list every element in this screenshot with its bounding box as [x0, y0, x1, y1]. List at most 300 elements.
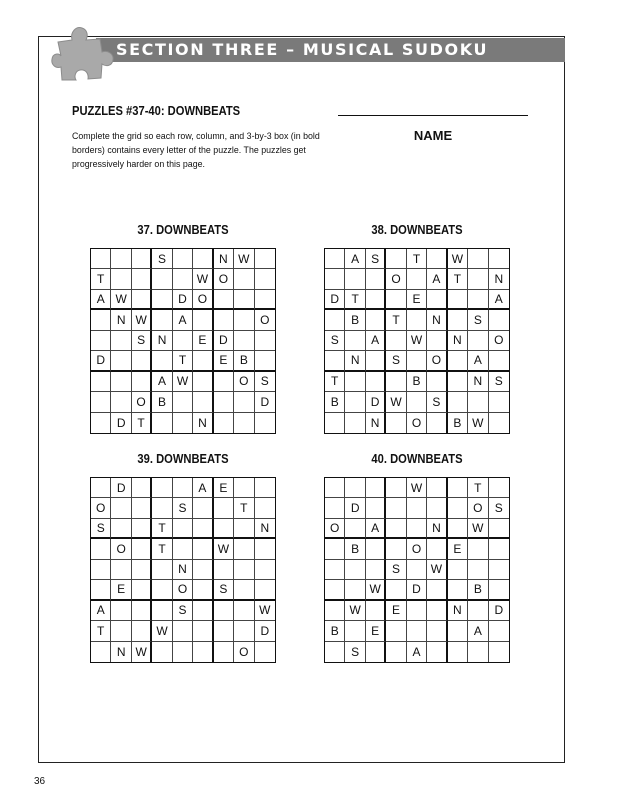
- grid-cell: D: [255, 392, 275, 412]
- grid-cell[interactable]: [91, 478, 111, 498]
- grid-cell: W: [255, 601, 275, 621]
- grid-cell: S: [173, 498, 193, 518]
- grid-cell: O: [427, 351, 447, 371]
- grid-cell: W: [366, 580, 386, 600]
- grid-cell: N: [111, 310, 131, 330]
- grid-cell[interactable]: [255, 290, 275, 310]
- grid-cell: W: [386, 392, 406, 412]
- grid-cell: A: [193, 478, 213, 498]
- grid-cell: T: [325, 372, 345, 392]
- grid-cell[interactable]: [152, 310, 172, 330]
- grid-cell[interactable]: [132, 539, 152, 559]
- grid-cell[interactable]: [152, 290, 172, 310]
- grid-cell: D: [345, 498, 365, 518]
- grid-cell[interactable]: [214, 310, 234, 330]
- grid-cell[interactable]: [325, 601, 345, 621]
- grid-cell[interactable]: [111, 351, 131, 371]
- grid-cell[interactable]: [427, 642, 447, 662]
- grid-cell[interactable]: [489, 310, 509, 330]
- grid-cell: S: [427, 392, 447, 412]
- grid-cell[interactable]: [489, 519, 509, 539]
- grid-cell[interactable]: [468, 392, 488, 412]
- grid-cell: T: [386, 310, 406, 330]
- grid-cell[interactable]: [448, 372, 468, 392]
- grid-cell: T: [407, 249, 427, 269]
- grid-cell[interactable]: [325, 498, 345, 518]
- puzzle-40-title: 40. DOWNBEATS: [371, 451, 463, 466]
- grid-cell[interactable]: [152, 642, 172, 662]
- grid-cell[interactable]: [386, 519, 406, 539]
- grid-cell: T: [132, 413, 152, 433]
- grid-cell[interactable]: [489, 413, 509, 433]
- grid-cell[interactable]: [386, 290, 406, 310]
- grid-cell[interactable]: [91, 539, 111, 559]
- grid-cell: T: [91, 621, 111, 641]
- grid-cell[interactable]: [255, 351, 275, 371]
- grid-cell: O: [173, 580, 193, 600]
- grid-cell[interactable]: [234, 310, 254, 330]
- grid-cell[interactable]: [366, 642, 386, 662]
- grid-cell[interactable]: [489, 560, 509, 580]
- grid-cell: N: [111, 642, 131, 662]
- grid-cell[interactable]: [214, 560, 234, 580]
- grid-cell[interactable]: [234, 392, 254, 412]
- grid-cell[interactable]: [234, 560, 254, 580]
- grid-cell[interactable]: [173, 392, 193, 412]
- grid-cell[interactable]: [193, 560, 213, 580]
- grid-cell[interactable]: [427, 413, 447, 433]
- grid-cell: N: [173, 560, 193, 580]
- grid-cell[interactable]: [325, 413, 345, 433]
- grid-cell[interactable]: [345, 413, 365, 433]
- grid-cell[interactable]: [448, 392, 468, 412]
- grid-cell[interactable]: [407, 351, 427, 371]
- grid-cell[interactable]: [386, 249, 406, 269]
- grid-cell[interactable]: [386, 539, 406, 559]
- grid-cell: O: [407, 413, 427, 433]
- grid-cell[interactable]: [255, 478, 275, 498]
- grid-cell[interactable]: [132, 290, 152, 310]
- grid-cell[interactable]: [91, 580, 111, 600]
- puzzle-37-grid: [90, 248, 276, 434]
- grid-cell[interactable]: [325, 539, 345, 559]
- grid-cell: A: [173, 310, 193, 330]
- grid-cell[interactable]: [386, 478, 406, 498]
- grid-cell: W: [407, 478, 427, 498]
- grid-cell: W: [448, 249, 468, 269]
- grid-cell[interactable]: [345, 478, 365, 498]
- grid-cell[interactable]: [132, 580, 152, 600]
- grid-cell[interactable]: [448, 351, 468, 371]
- grid-cell[interactable]: [345, 331, 365, 351]
- name-label: NAME: [413, 128, 453, 143]
- grid-cell: O: [91, 498, 111, 518]
- grid-cell[interactable]: [132, 498, 152, 518]
- grid-cell[interactable]: [173, 478, 193, 498]
- grid-cell: W: [193, 269, 213, 289]
- grid-cell[interactable]: [91, 392, 111, 412]
- instructions-text: Complete the grid so each row, column, and 3-by-3 box (in bold borders) contains every letter of the puzzle. The puzzles get progressively harder on this page.: [72, 131, 320, 170]
- grid-cell[interactable]: [448, 560, 468, 580]
- grid-cell[interactable]: [173, 642, 193, 662]
- grid-cell[interactable]: [91, 642, 111, 662]
- grid-cell[interactable]: [91, 372, 111, 392]
- grid-cell: O: [193, 290, 213, 310]
- grid-cell[interactable]: [366, 290, 386, 310]
- grid-cell: B: [468, 580, 488, 600]
- grid-cell[interactable]: [255, 249, 275, 269]
- grid-cell[interactable]: [448, 498, 468, 518]
- grid-cell[interactable]: [366, 310, 386, 330]
- grid-cell: D: [255, 621, 275, 641]
- grid-cell: B: [345, 310, 365, 330]
- grid-cell[interactable]: [468, 601, 488, 621]
- grid-cell: A: [345, 249, 365, 269]
- grid-cell[interactable]: [345, 392, 365, 412]
- grid-cell: O: [255, 310, 275, 330]
- grid-cell: A: [468, 351, 488, 371]
- grid-cell: W: [132, 310, 152, 330]
- grid-cell[interactable]: [407, 621, 427, 641]
- grid-cell[interactable]: [366, 539, 386, 559]
- grid-cell[interactable]: [448, 642, 468, 662]
- grid-cell[interactable]: [448, 478, 468, 498]
- grid-cell[interactable]: [427, 478, 447, 498]
- grid-cell[interactable]: [386, 621, 406, 641]
- grid-cell[interactable]: [468, 249, 488, 269]
- grid-cell[interactable]: [152, 478, 172, 498]
- grid-cell: S: [255, 372, 275, 392]
- grid-cell[interactable]: [255, 269, 275, 289]
- grid-cell[interactable]: [325, 310, 345, 330]
- grid-cell: S: [91, 519, 111, 539]
- grid-cell[interactable]: [386, 498, 406, 518]
- grid-cell: W: [345, 601, 365, 621]
- grid-cell: N: [345, 351, 365, 371]
- grid-cell[interactable]: [193, 519, 213, 539]
- grid-cell[interactable]: [255, 560, 275, 580]
- grid-cell[interactable]: [132, 560, 152, 580]
- grid-cell[interactable]: [427, 601, 447, 621]
- grid-cell[interactable]: [193, 642, 213, 662]
- grid-cell[interactable]: [234, 601, 254, 621]
- grid-cell[interactable]: [407, 560, 427, 580]
- grid-cell: W: [111, 290, 131, 310]
- grid-cell[interactable]: [173, 331, 193, 351]
- name-line[interactable]: [338, 115, 528, 116]
- grid-cell: O: [407, 539, 427, 559]
- grid-cell[interactable]: [214, 642, 234, 662]
- grid-cell[interactable]: [214, 519, 234, 539]
- grid-cell[interactable]: [468, 539, 488, 559]
- grid-cell: S: [214, 580, 234, 600]
- grid-cell[interactable]: [468, 290, 488, 310]
- section-title: SECTION THREE – MUSICAL SUDOKU: [116, 40, 489, 59]
- grid-cell[interactable]: [325, 580, 345, 600]
- grid-cell: N: [448, 331, 468, 351]
- grid-cell[interactable]: [214, 290, 234, 310]
- grid-cell: N: [214, 249, 234, 269]
- grid-cell: N: [152, 331, 172, 351]
- grid-cell[interactable]: [132, 621, 152, 641]
- grid-cell[interactable]: [132, 372, 152, 392]
- grid-cell: B: [234, 351, 254, 371]
- grid-cell[interactable]: [489, 539, 509, 559]
- grid-cell[interactable]: [489, 642, 509, 662]
- grid-cell[interactable]: [91, 249, 111, 269]
- grid-cell[interactable]: [366, 269, 386, 289]
- grid-cell[interactable]: [386, 372, 406, 392]
- grid-cell[interactable]: [448, 310, 468, 330]
- grid-cell[interactable]: [427, 621, 447, 641]
- grid-cell[interactable]: [345, 580, 365, 600]
- grid-cell[interactable]: [111, 560, 131, 580]
- grid-cell[interactable]: [111, 498, 131, 518]
- grid-cell: O: [214, 269, 234, 289]
- grid-cell[interactable]: [407, 392, 427, 412]
- grid-cell[interactable]: [427, 331, 447, 351]
- page-heading: PUZZLES #37-40: DOWNBEATS: [72, 103, 241, 118]
- grid-cell[interactable]: [132, 519, 152, 539]
- grid-cell[interactable]: [234, 621, 254, 641]
- grid-cell: W: [214, 539, 234, 559]
- grid-cell[interactable]: [407, 601, 427, 621]
- grid-cell[interactable]: [255, 580, 275, 600]
- puzzle-38-grid: [324, 248, 510, 434]
- grid-cell[interactable]: [132, 249, 152, 269]
- grid-cell[interactable]: [386, 642, 406, 662]
- grid-cell[interactable]: [234, 519, 254, 539]
- grid-cell[interactable]: [111, 392, 131, 412]
- grid-cell[interactable]: [193, 392, 213, 412]
- grid-cell: S: [386, 560, 406, 580]
- grid-cell[interactable]: [325, 249, 345, 269]
- grid-cell[interactable]: [214, 601, 234, 621]
- grid-cell[interactable]: [468, 269, 488, 289]
- grid-cell: E: [111, 580, 131, 600]
- grid-cell[interactable]: [386, 413, 406, 433]
- grid-cell[interactable]: [111, 249, 131, 269]
- grid-cell: N: [427, 519, 447, 539]
- grid-cell[interactable]: [386, 580, 406, 600]
- grid-cell[interactable]: [214, 498, 234, 518]
- grid-cell[interactable]: [173, 249, 193, 269]
- grid-cell[interactable]: [214, 392, 234, 412]
- grid-cell[interactable]: [489, 621, 509, 641]
- grid-cell[interactable]: [214, 621, 234, 641]
- grid-cell[interactable]: [234, 290, 254, 310]
- grid-cell[interactable]: [468, 331, 488, 351]
- grid-cell: A: [91, 601, 111, 621]
- grid-cell[interactable]: [255, 539, 275, 559]
- grid-cell[interactable]: [489, 392, 509, 412]
- puzzle-piece-icon: [50, 22, 118, 86]
- grid-cell[interactable]: [193, 539, 213, 559]
- grid-cell[interactable]: [255, 331, 275, 351]
- grid-cell: A: [427, 269, 447, 289]
- grid-cell[interactable]: [427, 290, 447, 310]
- grid-cell: E: [214, 478, 234, 498]
- grid-cell[interactable]: [91, 331, 111, 351]
- grid-cell: N: [489, 269, 509, 289]
- grid-cell: W: [173, 372, 193, 392]
- grid-cell[interactable]: [132, 601, 152, 621]
- grid-cell[interactable]: [152, 498, 172, 518]
- grid-cell[interactable]: [111, 519, 131, 539]
- grid-cell[interactable]: [468, 560, 488, 580]
- grid-cell: A: [407, 642, 427, 662]
- grid-cell: O: [468, 498, 488, 518]
- grid-cell[interactable]: [427, 249, 447, 269]
- grid-cell: A: [489, 290, 509, 310]
- grid-cell[interactable]: [234, 331, 254, 351]
- grid-cell[interactable]: [407, 310, 427, 330]
- grid-cell[interactable]: [345, 519, 365, 539]
- grid-cell[interactable]: [234, 539, 254, 559]
- grid-cell[interactable]: [386, 331, 406, 351]
- grid-cell[interactable]: [91, 560, 111, 580]
- grid-cell[interactable]: [132, 478, 152, 498]
- puzzle-39-grid: [90, 477, 276, 663]
- grid-cell[interactable]: [255, 413, 275, 433]
- grid-cell[interactable]: [193, 249, 213, 269]
- grid-cell[interactable]: [366, 601, 386, 621]
- grid-cell[interactable]: [448, 290, 468, 310]
- grid-cell[interactable]: [173, 269, 193, 289]
- grid-cell[interactable]: [345, 372, 365, 392]
- grid-cell[interactable]: [173, 413, 193, 433]
- grid-cell[interactable]: [489, 478, 509, 498]
- grid-cell[interactable]: [214, 372, 234, 392]
- grid-cell[interactable]: [111, 269, 131, 289]
- grid-cell[interactable]: [173, 539, 193, 559]
- grid-cell: T: [448, 269, 468, 289]
- grid-cell[interactable]: [407, 498, 427, 518]
- grid-cell[interactable]: [448, 580, 468, 600]
- grid-cell[interactable]: [468, 642, 488, 662]
- grid-cell[interactable]: [427, 539, 447, 559]
- grid-cell[interactable]: [427, 372, 447, 392]
- grid-cell: A: [91, 290, 111, 310]
- grid-cell[interactable]: [214, 413, 234, 433]
- grid-cell: T: [152, 519, 172, 539]
- grid-cell: T: [173, 351, 193, 371]
- grid-cell[interactable]: [366, 560, 386, 580]
- grid-cell[interactable]: [448, 621, 468, 641]
- grid-cell[interactable]: [407, 269, 427, 289]
- grid-cell: O: [325, 519, 345, 539]
- grid-cell[interactable]: [255, 642, 275, 662]
- grid-cell[interactable]: [132, 269, 152, 289]
- grid-cell: W: [407, 331, 427, 351]
- page-number: 36: [34, 776, 46, 787]
- grid-cell: O: [386, 269, 406, 289]
- grid-cell: S: [132, 331, 152, 351]
- grid-cell: B: [448, 413, 468, 433]
- grid-cell[interactable]: [448, 519, 468, 539]
- grid-cell[interactable]: [173, 621, 193, 641]
- grid-cell[interactable]: [325, 642, 345, 662]
- grid-cell[interactable]: [255, 498, 275, 518]
- grid-cell[interactable]: [193, 498, 213, 518]
- grid-cell[interactable]: [489, 351, 509, 371]
- grid-cell: D: [111, 413, 131, 433]
- grid-cell[interactable]: [152, 351, 172, 371]
- grid-cell[interactable]: [325, 560, 345, 580]
- grid-cell[interactable]: [489, 249, 509, 269]
- grid-cell[interactable]: [366, 498, 386, 518]
- grid-cell[interactable]: [366, 478, 386, 498]
- grid-cell: T: [468, 478, 488, 498]
- grid-cell[interactable]: [427, 580, 447, 600]
- grid-cell: E: [448, 539, 468, 559]
- grid-cell: B: [325, 392, 345, 412]
- grid-cell: S: [489, 372, 509, 392]
- grid-cell[interactable]: [152, 560, 172, 580]
- grid-cell[interactable]: [427, 498, 447, 518]
- grid-cell: B: [345, 539, 365, 559]
- grid-cell[interactable]: [234, 269, 254, 289]
- grid-cell[interactable]: [173, 519, 193, 539]
- grid-cell[interactable]: [234, 413, 254, 433]
- grid-cell[interactable]: [234, 478, 254, 498]
- grid-cell: N: [448, 601, 468, 621]
- grid-cell: A: [468, 621, 488, 641]
- grid-cell[interactable]: [152, 269, 172, 289]
- grid-cell: O: [111, 539, 131, 559]
- grid-cell: A: [366, 331, 386, 351]
- grid-cell: O: [234, 372, 254, 392]
- grid-cell[interactable]: [366, 372, 386, 392]
- grid-cell[interactable]: [407, 519, 427, 539]
- puzzle-38-title: 38. DOWNBEATS: [371, 222, 463, 237]
- grid-cell: N: [255, 519, 275, 539]
- grid-cell[interactable]: [193, 580, 213, 600]
- grid-cell[interactable]: [193, 621, 213, 641]
- grid-cell[interactable]: [132, 351, 152, 371]
- grid-cell: S: [386, 351, 406, 371]
- grid-cell: W: [132, 642, 152, 662]
- grid-cell[interactable]: [111, 331, 131, 351]
- grid-cell[interactable]: [366, 351, 386, 371]
- grid-cell[interactable]: [152, 601, 172, 621]
- grid-cell[interactable]: [193, 601, 213, 621]
- grid-cell[interactable]: [234, 580, 254, 600]
- grid-cell: T: [152, 539, 172, 559]
- grid-cell[interactable]: [345, 560, 365, 580]
- grid-cell[interactable]: [325, 478, 345, 498]
- grid-cell: O: [234, 642, 254, 662]
- grid-cell: S: [366, 249, 386, 269]
- grid-cell[interactable]: [325, 269, 345, 289]
- grid-cell[interactable]: [193, 372, 213, 392]
- grid-cell[interactable]: [325, 351, 345, 371]
- grid-cell[interactable]: [152, 413, 172, 433]
- grid-cell[interactable]: [345, 269, 365, 289]
- grid-cell[interactable]: [193, 351, 213, 371]
- grid-cell: D: [325, 290, 345, 310]
- grid-cell[interactable]: [345, 621, 365, 641]
- grid-cell[interactable]: [489, 580, 509, 600]
- grid-cell[interactable]: [193, 310, 213, 330]
- grid-cell[interactable]: [91, 310, 111, 330]
- grid-cell[interactable]: [111, 372, 131, 392]
- grid-cell[interactable]: [91, 413, 111, 433]
- grid-cell: N: [427, 310, 447, 330]
- grid-cell[interactable]: [152, 580, 172, 600]
- grid-cell[interactable]: [111, 621, 131, 641]
- grid-cell[interactable]: [111, 601, 131, 621]
